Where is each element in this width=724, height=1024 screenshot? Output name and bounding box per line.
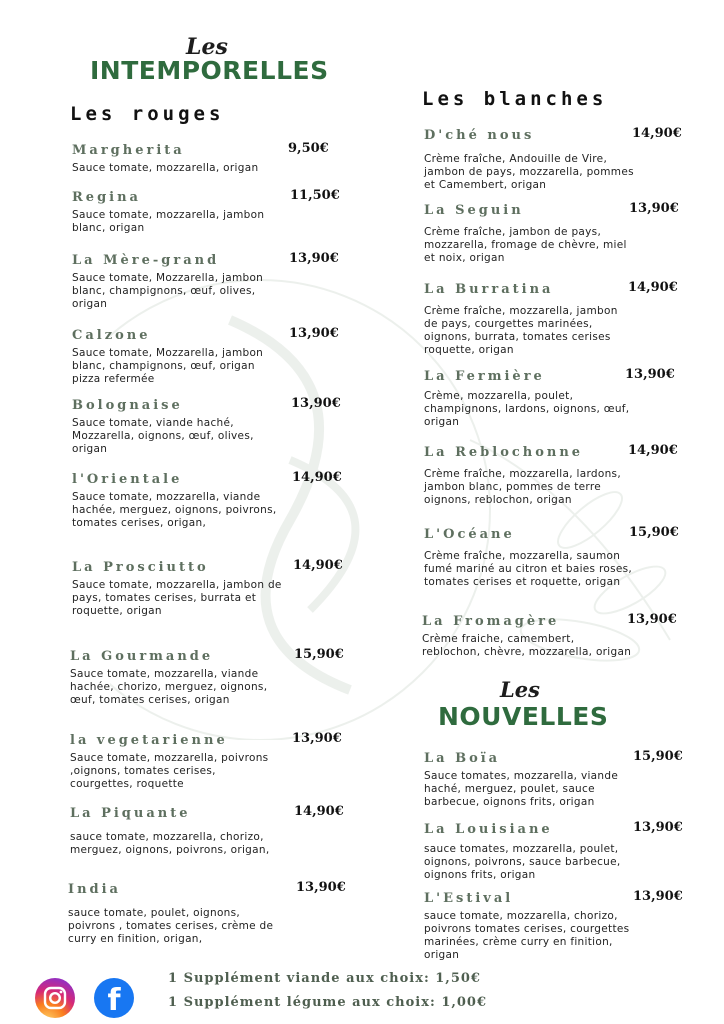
- menu-item: [424, 751, 714, 809]
- menu-item: [424, 822, 714, 882]
- section-blanches-title: Les blanches: [422, 88, 608, 110]
- menu-item: [70, 649, 360, 707]
- item-name: La Seguin: [424, 203, 524, 218]
- item-price: 13,90€: [296, 880, 346, 895]
- item-price: 11,50€: [290, 188, 340, 203]
- item-price: 15,90€: [629, 525, 679, 540]
- menu-item: [72, 143, 362, 175]
- item-name: La Piquante: [70, 806, 191, 821]
- item-name: Calzone: [72, 328, 151, 343]
- item-desc: Sauce tomate, mozzarella, viande hachée, merguez, oignons, poivrons, tomates cerises, origan,: [72, 491, 277, 529]
- item-name: La Fermière: [424, 369, 545, 384]
- item-desc: Crème fraîche, jambon de pays, mozzarella, fromage de chèvre, miel et noix, origan: [424, 226, 627, 264]
- menu-item: [72, 560, 362, 618]
- menu-item: [424, 891, 714, 962]
- item-name: la vegetarienne: [70, 733, 228, 748]
- item-price: 14,90€: [628, 443, 678, 458]
- menu-item: [424, 282, 714, 357]
- item-desc: Sauce tomate, mozzarella, viande hachée, chorizo, merguez, oignons, œuf, tomates cerises, origan: [70, 668, 268, 706]
- item-name: La Burratina: [424, 282, 554, 297]
- item-name: La Prosciutto: [72, 560, 209, 575]
- item-name: Regina: [72, 190, 141, 205]
- item-desc: Sauce tomate, mozzarella, origan: [72, 162, 259, 174]
- intemporelles-title: INTEMPORELLES: [90, 56, 329, 85]
- item-desc: Crème fraîche, mozzarella, jambon de pays, courgettes marinées, oignons, burrata, tomates cerises roquette, origan: [424, 305, 618, 356]
- nouvelles-title: NOUVELLES: [438, 702, 609, 731]
- item-name: La Mère-grand: [72, 253, 220, 268]
- item-desc: sauce tomate, poulet, oignons, poivrons , tomates cerises, crème de curry en finition, origan,: [68, 907, 274, 945]
- supplement-meat: 1 Supplément viande aux choix: 1,50€: [168, 971, 481, 986]
- item-desc: Sauce tomates, mozzarella, viande haché, merguez, poulet, sauce barbecue, oignons frits, origan: [424, 770, 619, 808]
- item-price: 13,90€: [292, 731, 342, 746]
- item-price: 14,90€: [293, 558, 343, 573]
- item-desc: Sauce tomate, Mozzarella, jambon blanc, champignons, œuf, olives, origan: [72, 272, 264, 310]
- item-name: La Boïa: [424, 751, 501, 766]
- facebook-letter: f: [107, 983, 121, 1018]
- menu-item: [424, 203, 714, 265]
- item-name: La Reblochonne: [424, 445, 584, 460]
- menu-item: [68, 882, 358, 946]
- item-price: 9,50€: [288, 141, 329, 156]
- item-name: l'Orientale: [72, 472, 183, 487]
- item-price: 14,90€: [628, 280, 678, 295]
- item-name: L'Océane: [424, 527, 515, 542]
- item-name: D'ché nous: [424, 128, 535, 143]
- item-price: 13,90€: [629, 201, 679, 216]
- item-name: La Gourmande: [70, 649, 214, 664]
- item-desc: Crème fraîche, mozzarella, lardons, jambon blanc, pommes de terre oignons, reblochon, origan: [424, 468, 621, 506]
- menu-item: [70, 733, 360, 791]
- item-price: 13,90€: [289, 251, 339, 266]
- menu-item: [422, 614, 712, 659]
- instagram-icon[interactable]: [35, 978, 75, 1018]
- item-desc: Sauce tomate, mozzarella, jambon blanc, origan: [72, 209, 265, 234]
- item-desc: Sauce tomate, viande haché, Mozzarella, oignons, œuf, olives, origan: [72, 417, 254, 455]
- menu-item: [72, 472, 362, 530]
- item-price: 13,90€: [633, 889, 683, 904]
- item-price: 13,90€: [627, 612, 677, 627]
- facebook-icon[interactable]: [94, 978, 134, 1018]
- item-desc: sauce tomates, mozzarella, poulet, oignons, poivrons, sauce barbecue, oignons frits, origan: [424, 843, 621, 881]
- item-desc: Crème, mozzarella, poulet, champignons, lardons, oignons, œuf, origan: [424, 390, 630, 428]
- item-price: 13,90€: [289, 326, 339, 341]
- menu-item: [70, 806, 360, 857]
- menu-item: [424, 128, 714, 192]
- nouvelles-script: Les: [500, 677, 540, 702]
- item-name: La Fromagère: [422, 614, 560, 629]
- section-rouges-title: Les rouges: [70, 103, 225, 125]
- menu-item: [424, 527, 714, 589]
- menu-item: [72, 398, 362, 456]
- item-price: 13,90€: [633, 820, 683, 835]
- item-name: India: [68, 882, 121, 897]
- item-price: 14,90€: [632, 126, 682, 141]
- item-name: La Louisiane: [424, 822, 553, 837]
- item-price: 14,90€: [294, 804, 344, 819]
- menu-item: [424, 369, 714, 429]
- item-price: 13,90€: [625, 367, 675, 382]
- menu-item: [424, 445, 714, 507]
- item-desc: Sauce tomate, mozzarella, poivrons ,oignons, tomates cerises, courgettes, roquette: [70, 752, 269, 790]
- item-desc: Crème fraîche, Andouille de Vire, jambon de pays, mozzarella, pommes et Camembert, origan: [424, 153, 634, 191]
- instagram-glyph: [35, 978, 75, 1018]
- item-name: Margherita: [72, 143, 185, 158]
- item-desc: Crème fraîche, mozzarella, saumon fumé mariné au citron et baies roses, tomates cerises et roquette, origan: [424, 550, 633, 588]
- item-price: 15,90€: [633, 749, 683, 764]
- item-name: L'Estival: [424, 891, 514, 906]
- menu-item: [72, 190, 362, 235]
- menu-item: [72, 328, 362, 386]
- intemporelles-script: Les: [186, 34, 228, 60]
- item-name: Bolognaise: [72, 398, 183, 413]
- supplement-vegetable: 1 Supplément légume aux choix: 1,00€: [168, 995, 488, 1010]
- item-desc: sauce tomate, mozzarella, chorizo, merguez, oignons, poivrons, origan,: [70, 831, 270, 856]
- item-desc: sauce tomate, mozzarella, chorizo, poivrons tomates cerises, courgettes marinées, crème curry en finition, origan: [424, 910, 630, 961]
- menu-item: [72, 253, 362, 311]
- item-desc: Crème fraiche, camembert, reblochon, chèvre, mozzarella, origan: [422, 633, 632, 658]
- item-price: 14,90€: [292, 470, 342, 485]
- item-desc: Sauce tomate, mozzarella, jambon de pays, tomates cerises, burrata et roquette, origan: [72, 579, 282, 617]
- item-price: 13,90€: [291, 396, 341, 411]
- item-price: 15,90€: [294, 647, 344, 662]
- item-desc: Sauce tomate, Mozzarella, jambon blanc, champignons, œuf, origan pizza refermée: [72, 347, 264, 385]
